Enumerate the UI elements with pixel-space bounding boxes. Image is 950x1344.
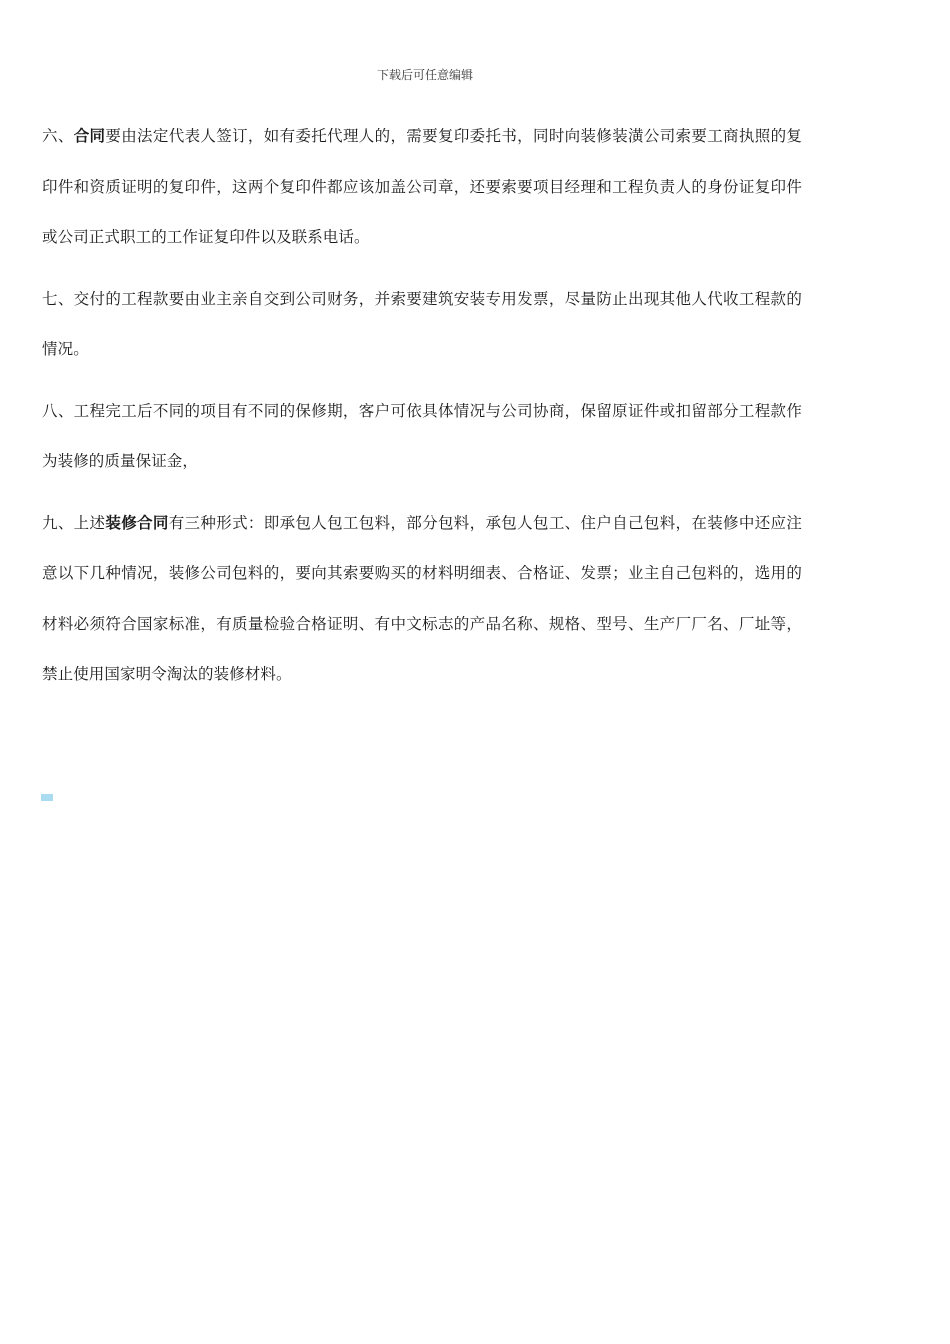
- paragraph-6-post: 要由法定代表人签订，如有委托代理人的，需要复印委托书，同时向装修装潢公司索要工商执照的复印件和资质证明的复印件，这两个复印件都应该加盖公司章，还要索要项目经理和工程负责人的身份证复印件或公司正式职工的工作证复印件以及联系电话。: [42, 127, 803, 246]
- paragraph-9-pre: 九、上述: [42, 513, 106, 532]
- paragraph-8: [42, 386, 802, 487]
- paragraph-7-pre: 七、交付的工程款要由业主亲自交到公司财务，并索要建筑安装专用发票，尽量防止出现其他人代收工程款的情况。: [42, 289, 802, 358]
- paragraph-7: [42, 274, 802, 375]
- paragraph-9-post: 有三种形式：即承包人包工包料，部分包料，承包人包工、住户自己包料，在装修中还应注意以下几种情况，装修公司包料的，要向其索要购买的材料明细表、合格证、发票；业主自己包料的，选用的材料必须符合国家标准，有质量检验合格证明、有中文标志的产品名称、规格、型号、生产厂厂名、厂址等，禁止使用国家明令淘汰的装修材料。: [42, 513, 802, 683]
- document-body: [42, 111, 802, 711]
- paragraph-9: [42, 498, 802, 700]
- header-note: 下载后可任意编辑: [376, 68, 473, 82]
- paragraph-6-pre: 六、: [42, 127, 74, 145]
- paragraph-6: [42, 111, 802, 263]
- paragraph-9-bold: 装修合同: [105, 512, 169, 532]
- paragraph-8-pre: 八、工程完工后不同的项目有不同的保修期，客户可依具体情况与公司协商，保留原证件或扣留部分工程款作为装修的质量保证金，: [42, 401, 802, 470]
- paragraph-6-bold: 合同: [73, 126, 106, 145]
- highlight-marker: [41, 794, 53, 801]
